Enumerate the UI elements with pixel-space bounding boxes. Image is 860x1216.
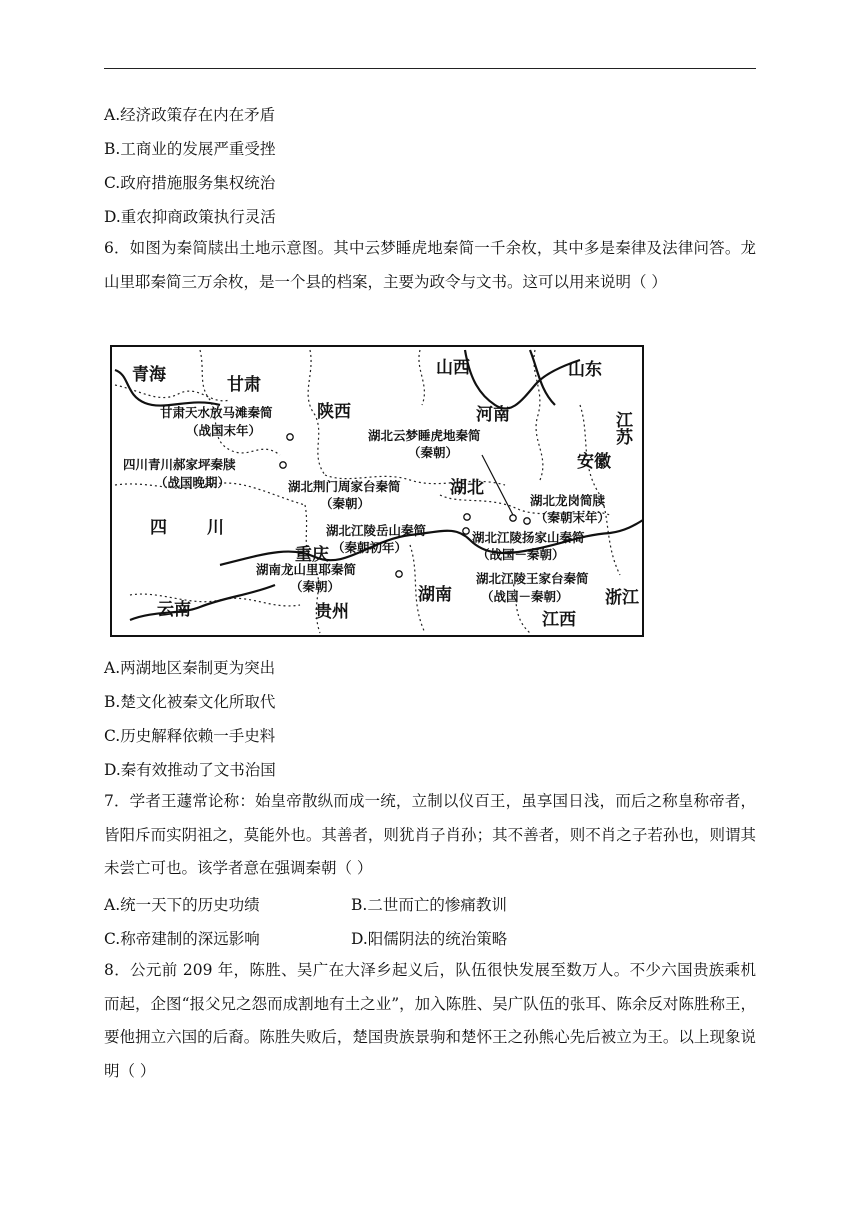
province-label: 湖南 xyxy=(418,585,452,605)
province-label: 山西 xyxy=(436,358,470,378)
q7-stem: 7．学者王蘧常论称：始皇帝散纵而成一统，立制以仪百王，虽享国日浅，而后之称皇称帝者，皆阳斥而实阴祖之，莫能外也。其善者，则犹肖子肖孙；其不善者，则不肖之子若孙也，则谓其未尝亡可也。该学者意在强调秦朝（ ） xyxy=(104,792,756,877)
province-label: 甘肃 xyxy=(227,375,261,395)
site-marker xyxy=(280,462,286,468)
q6-option-a: A.两湖地区秦制更为突出 xyxy=(104,659,276,677)
q5-option-d: D.重农抑商政策执行灵活 xyxy=(104,208,276,226)
q7-option-d: D.阳儒阴法的统治策略 xyxy=(351,930,508,948)
q7-option-c: C.称帝建制的深远影响 xyxy=(104,930,260,948)
site-label: 甘肃天水放马滩秦简 xyxy=(160,405,273,420)
site-period: （秦朝） xyxy=(320,496,371,511)
site-period: （战国－秦朝） xyxy=(477,547,565,562)
q7-option-b: B.二世而亡的惨痛教训 xyxy=(351,896,507,914)
site-label: 湖北荆门周家台秦简 xyxy=(288,479,401,494)
site-marker xyxy=(463,528,469,534)
site-marker xyxy=(464,514,470,520)
q8-stem: 8．公元前 209 年，陈胜、吴广在大泽乡起义后，队伍很快发展至数万人。不少六国贵族乘机而起，企图“报父兄之怨而成割地有土之业”，加入陈胜、吴广队伍的张耳、陈余反对陈胜称王，要他拥立六国的后裔。陈胜失败后，楚国贵族景驹和楚怀王之孙熊心先后被立为王。以上现象说明（ ） xyxy=(104,961,756,1080)
site-label: 湖北江陵扬家山秦简 xyxy=(472,530,585,545)
site-marker xyxy=(524,518,530,524)
q6-stem: 6．如图为秦简牍出土地示意图。其中云梦睡虎地秦简一千余枚，其中多是秦律及法律问答。龙山里耶秦简三万余枚，是一个县的档案，主要为政令与文书。这可以用来说明（ ） xyxy=(104,239,756,291)
site-label: 湖南龙山里耶秦简 xyxy=(256,562,357,577)
province-label: 安徽 xyxy=(577,452,611,472)
site-marker xyxy=(510,515,516,521)
province-label: 江苏 xyxy=(612,411,632,445)
province-label: 陕西 xyxy=(317,402,351,422)
site-label: 湖北江陵岳山秦简 xyxy=(326,523,427,538)
q6-option-c: C.历史解释依赖一手史料 xyxy=(104,727,276,745)
province-label: 贵州 xyxy=(315,602,349,622)
site-label: 湖北江陵王家台秦简 xyxy=(476,571,589,586)
q6-option-d: D.秦有效推动了文书治国 xyxy=(104,761,276,779)
province-label: 河南 xyxy=(476,405,510,425)
province-label: 江西 xyxy=(542,610,576,630)
q5-option-b: B.工商业的发展严重受挫 xyxy=(104,140,276,158)
header-rule xyxy=(104,68,756,69)
q7-option-a: A.统一天下的历史功绩 xyxy=(104,896,260,914)
site-label: 四川青川郝家坪秦牍 xyxy=(123,457,236,472)
province-label: 山东 xyxy=(568,360,602,380)
q5-option-a: A.经济政策存在内在矛盾 xyxy=(104,106,276,124)
q6-option-b: B.楚文化被秦文化所取代 xyxy=(104,693,276,711)
province-label: 四川 xyxy=(150,518,264,538)
province-label: 浙江 xyxy=(605,588,639,608)
province-label: 云南 xyxy=(157,600,191,620)
site-label: 湖北龙岗简牍 xyxy=(530,493,606,508)
province-label: 湖北 xyxy=(450,478,484,498)
province-label: 青海 xyxy=(132,365,166,385)
site-period: （战国末年） xyxy=(186,423,262,438)
qin-bamboo-slips-map xyxy=(110,345,644,637)
province-label: 重庆 xyxy=(295,545,329,565)
site-label: 湖北云梦睡虎地秦简 xyxy=(368,428,481,443)
site-period: （战国－秦朝） xyxy=(481,589,569,604)
site-marker xyxy=(396,571,402,577)
site-period: （战国晚期） xyxy=(155,475,231,490)
site-period: （秦朝初年） xyxy=(332,540,408,555)
site-period: （秦朝末年） xyxy=(535,510,611,525)
site-period: （秦朝） xyxy=(408,445,459,460)
q5-option-c: C.政府措施服务集权统治 xyxy=(104,174,276,192)
site-period: （秦朝） xyxy=(290,579,341,594)
site-marker xyxy=(287,434,293,440)
